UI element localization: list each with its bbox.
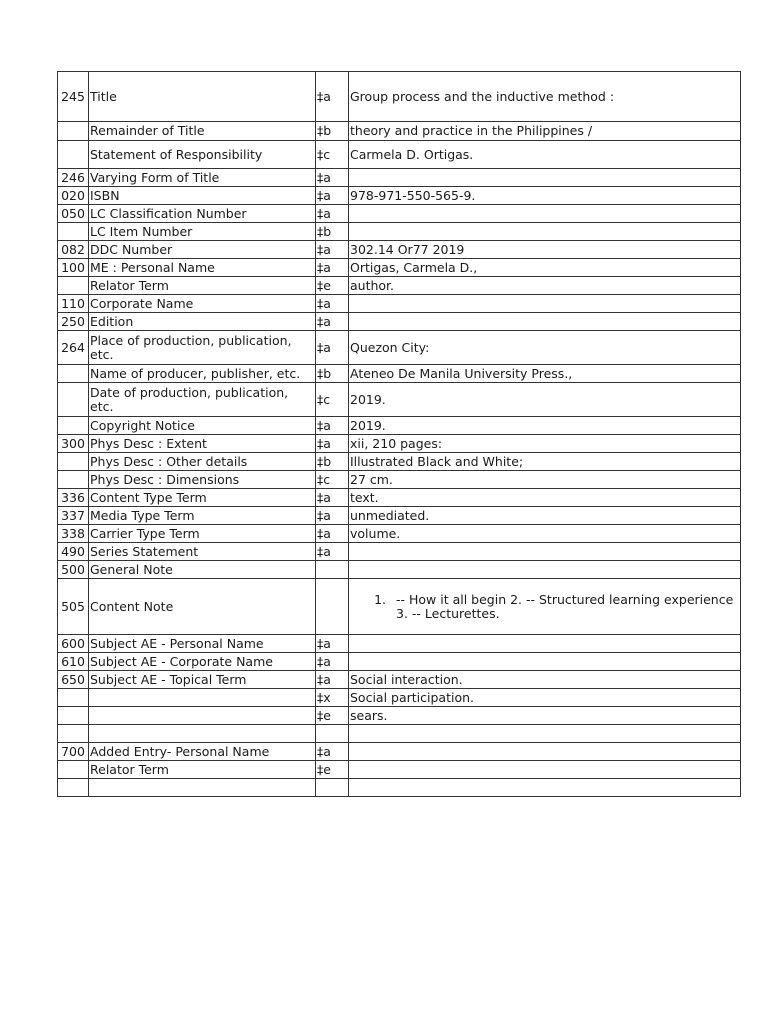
- subfield-code-cell: ‡a: [316, 205, 349, 223]
- field-value-cell: [349, 223, 741, 241]
- field-value-cell: Carmela D. Ortigas.: [349, 141, 741, 169]
- field-tag-cell: [58, 122, 89, 141]
- field-name-cell: Media Type Term: [89, 507, 316, 525]
- subfield-code-cell: ‡a: [316, 653, 349, 671]
- table-row: [58, 761, 741, 779]
- field-tag-cell: 082: [58, 241, 89, 259]
- field-value-cell: Quezon City:: [349, 331, 741, 365]
- subfield-code-cell: ‡a: [316, 331, 349, 365]
- field-tag-cell: [58, 707, 89, 725]
- field-name-cell: Title: [89, 72, 316, 122]
- field-name-cell: Varying Form of Title: [89, 169, 316, 187]
- subfield-code-cell: ‡e: [316, 761, 349, 779]
- field-name-cell: [89, 689, 316, 707]
- subfield-code-cell: ‡a: [316, 525, 349, 543]
- field-name-cell: Carrier Type Term: [89, 525, 316, 543]
- table-row: [58, 241, 741, 259]
- field-tag-cell: [58, 365, 89, 383]
- subfield-code-cell: ‡a: [316, 435, 349, 453]
- subfield-code-cell: ‡a: [316, 187, 349, 205]
- field-tag-cell: 337: [58, 507, 89, 525]
- field-value-cell: volume.: [349, 525, 741, 543]
- subfield-code-cell: ‡b: [316, 365, 349, 383]
- table-row: [58, 525, 741, 543]
- field-name-cell: Series Statement: [89, 543, 316, 561]
- field-name-cell: Content Note: [89, 579, 316, 635]
- field-tag-cell: 264: [58, 331, 89, 365]
- table-row: [58, 365, 741, 383]
- field-tag-cell: 650: [58, 671, 89, 689]
- field-value-cell: [349, 653, 741, 671]
- field-name-cell: Subject AE - Personal Name: [89, 635, 316, 653]
- table-row: [58, 122, 741, 141]
- table-row: [58, 561, 741, 579]
- subfield-code-cell: [316, 725, 349, 743]
- table-row: [58, 707, 741, 725]
- field-name-cell: Subject AE - Corporate Name: [89, 653, 316, 671]
- subfield-code-cell: ‡a: [316, 417, 349, 435]
- field-tag-cell: [58, 277, 89, 295]
- field-tag-cell: 610: [58, 653, 89, 671]
- table-row: [58, 743, 741, 761]
- subfield-code-cell: ‡a: [316, 295, 349, 313]
- table-row: [58, 205, 741, 223]
- field-tag-cell: [58, 223, 89, 241]
- field-value-cell: 27 cm.: [349, 471, 741, 489]
- field-name-cell: Name of producer, publisher, etc.: [89, 365, 316, 383]
- subfield-code-cell: ‡a: [316, 543, 349, 561]
- field-tag-cell: 490: [58, 543, 89, 561]
- field-tag-cell: [58, 471, 89, 489]
- field-value-cell: Social interaction.: [349, 671, 741, 689]
- field-name-cell: Date of production, publication, etc.: [89, 383, 316, 417]
- field-value-cell: 2019.: [349, 383, 741, 417]
- subfield-code-cell: ‡a: [316, 72, 349, 122]
- field-tag-cell: 700: [58, 743, 89, 761]
- field-value-cell: [349, 743, 741, 761]
- table-row: [58, 169, 741, 187]
- field-name-cell: Content Type Term: [89, 489, 316, 507]
- table-row: [58, 489, 741, 507]
- field-name-cell: Remainder of Title: [89, 122, 316, 141]
- table-row: [58, 725, 741, 743]
- field-value-cell: [349, 579, 741, 635]
- field-name-cell: Subject AE - Topical Term: [89, 671, 316, 689]
- subfield-code-cell: ‡a: [316, 743, 349, 761]
- field-value-cell: Illustrated Black and White;: [349, 453, 741, 471]
- field-name-cell: ME : Personal Name: [89, 259, 316, 277]
- field-value-cell: Ortigas, Carmela D.,: [349, 259, 741, 277]
- field-tag-cell: 505: [58, 579, 89, 635]
- field-name-cell: Statement of Responsibility: [89, 141, 316, 169]
- field-name-cell: Added Entry- Personal Name: [89, 743, 316, 761]
- field-value-cell: Social participation.: [349, 689, 741, 707]
- field-tag-cell: 500: [58, 561, 89, 579]
- field-value-cell: Group process and the inductive method :: [349, 72, 741, 122]
- field-value-cell: 978-971-550-565-9.: [349, 187, 741, 205]
- field-value-cell: [349, 313, 741, 331]
- table-row: [58, 331, 741, 365]
- field-value-cell: theory and practice in the Philippines /: [349, 122, 741, 141]
- content-note-item: 1. -- How it all begin 2. -- Structured learning experience 3. -- Lecturettes.: [390, 593, 739, 621]
- marc-record-body: [58, 72, 741, 797]
- subfield-code-cell: ‡e: [316, 277, 349, 295]
- field-tag-cell: 100: [58, 259, 89, 277]
- field-name-cell: DDC Number: [89, 241, 316, 259]
- table-row: [58, 72, 741, 122]
- field-value-cell: author.: [349, 277, 741, 295]
- field-tag-cell: 020: [58, 187, 89, 205]
- field-value-cell: text.: [349, 489, 741, 507]
- field-name-cell: Copyright Notice: [89, 417, 316, 435]
- field-name-cell: LC Item Number: [89, 223, 316, 241]
- table-row: [58, 295, 741, 313]
- field-tag-cell: [58, 761, 89, 779]
- field-tag-cell: 245: [58, 72, 89, 122]
- subfield-code-cell: ‡b: [316, 122, 349, 141]
- field-tag-cell: [58, 453, 89, 471]
- field-name-cell: Phys Desc : Other details: [89, 453, 316, 471]
- subfield-code-cell: ‡b: [316, 453, 349, 471]
- field-tag-cell: 110: [58, 295, 89, 313]
- field-name-cell: Place of production, publication, etc.: [89, 331, 316, 365]
- field-value-cell: [349, 169, 741, 187]
- table-row: [58, 417, 741, 435]
- field-value-cell: [349, 779, 741, 797]
- table-row: [58, 543, 741, 561]
- subfield-code-cell: ‡b: [316, 223, 349, 241]
- field-tag-cell: 600: [58, 635, 89, 653]
- field-name-cell: ISBN: [89, 187, 316, 205]
- content-note-list: [350, 593, 739, 621]
- field-value-cell: sears.: [349, 707, 741, 725]
- subfield-code-cell: ‡a: [316, 241, 349, 259]
- table-row: [58, 141, 741, 169]
- table-row: [58, 653, 741, 671]
- table-row: [58, 435, 741, 453]
- field-value-cell: [349, 205, 741, 223]
- table-row: [58, 453, 741, 471]
- subfield-code-cell: ‡c: [316, 141, 349, 169]
- subfield-code-cell: [316, 561, 349, 579]
- subfield-code-cell: ‡a: [316, 489, 349, 507]
- field-tag-cell: 338: [58, 525, 89, 543]
- field-tag-cell: 336: [58, 489, 89, 507]
- subfield-code-cell: ‡a: [316, 671, 349, 689]
- subfield-code-cell: ‡x: [316, 689, 349, 707]
- field-tag-cell: [58, 689, 89, 707]
- subfield-code-cell: ‡a: [316, 313, 349, 331]
- field-tag-cell: 050: [58, 205, 89, 223]
- field-value-cell: [349, 725, 741, 743]
- subfield-code-cell: ‡a: [316, 635, 349, 653]
- field-tag-cell: [58, 779, 89, 797]
- field-name-cell: Phys Desc : Dimensions: [89, 471, 316, 489]
- subfield-code-cell: [316, 779, 349, 797]
- field-value-cell: [349, 635, 741, 653]
- field-value-cell: 2019.: [349, 417, 741, 435]
- table-row: [58, 671, 741, 689]
- field-tag-cell: [58, 417, 89, 435]
- table-row: [58, 779, 741, 797]
- field-tag-cell: 246: [58, 169, 89, 187]
- field-tag-cell: 300: [58, 435, 89, 453]
- table-row: [58, 259, 741, 277]
- field-name-cell: [89, 725, 316, 743]
- subfield-code-cell: [316, 579, 349, 635]
- marc-record-table: [57, 71, 741, 797]
- field-name-cell: Relator Term: [89, 277, 316, 295]
- table-row: [58, 635, 741, 653]
- field-name-cell: General Note: [89, 561, 316, 579]
- field-value-cell: [349, 561, 741, 579]
- table-row: [58, 383, 741, 417]
- field-name-cell: [89, 779, 316, 797]
- table-row: [58, 471, 741, 489]
- field-value-cell: unmediated.: [349, 507, 741, 525]
- field-tag-cell: 250: [58, 313, 89, 331]
- table-row: [58, 187, 741, 205]
- field-value-cell: xii, 210 pages:: [349, 435, 741, 453]
- table-row: [58, 223, 741, 241]
- table-row: [58, 579, 741, 635]
- field-value-cell: [349, 543, 741, 561]
- subfield-code-cell: ‡a: [316, 259, 349, 277]
- table-row: [58, 277, 741, 295]
- field-tag-cell: [58, 141, 89, 169]
- table-row: [58, 689, 741, 707]
- field-tag-cell: [58, 725, 89, 743]
- subfield-code-cell: ‡c: [316, 471, 349, 489]
- subfield-code-cell: ‡a: [316, 507, 349, 525]
- field-name-cell: Edition: [89, 313, 316, 331]
- field-name-cell: Corporate Name: [89, 295, 316, 313]
- field-name-cell: [89, 707, 316, 725]
- field-value-cell: 302.14 Or77 2019: [349, 241, 741, 259]
- table-row: [58, 313, 741, 331]
- field-tag-cell: [58, 383, 89, 417]
- field-value-cell: [349, 761, 741, 779]
- field-value-cell: [349, 295, 741, 313]
- field-name-cell: Relator Term: [89, 761, 316, 779]
- subfield-code-cell: ‡e: [316, 707, 349, 725]
- table-row: [58, 507, 741, 525]
- field-value-cell: Ateneo De Manila University Press.,: [349, 365, 741, 383]
- subfield-code-cell: ‡a: [316, 169, 349, 187]
- field-name-cell: LC Classification Number: [89, 205, 316, 223]
- subfield-code-cell: ‡c: [316, 383, 349, 417]
- field-name-cell: Phys Desc : Extent: [89, 435, 316, 453]
